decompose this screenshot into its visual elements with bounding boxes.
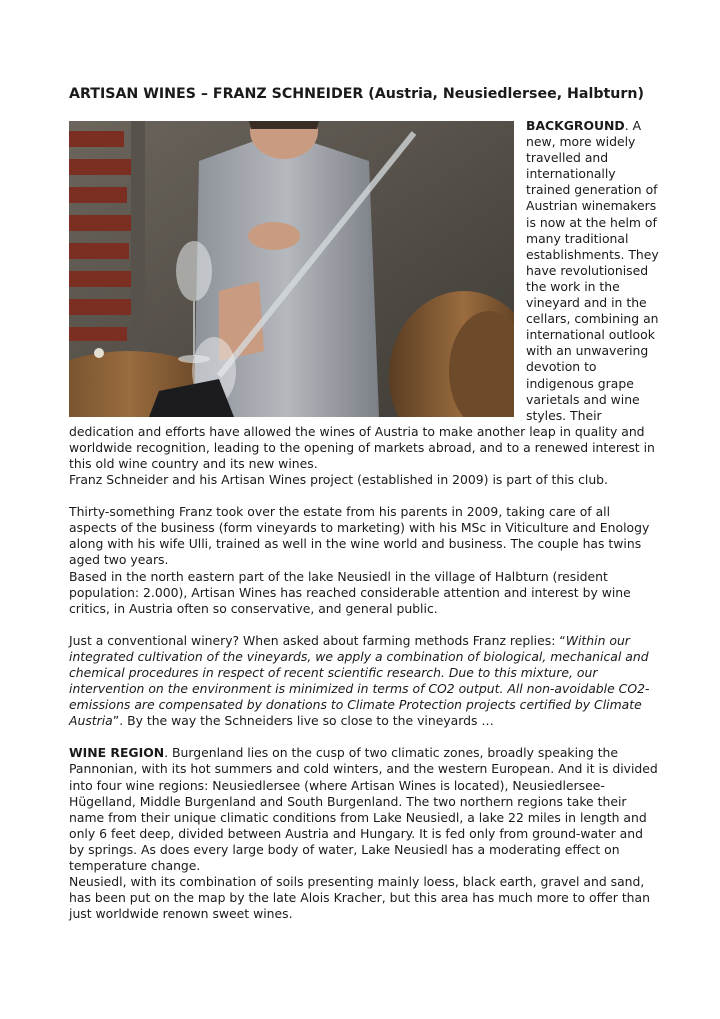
background-label: BACKGROUND	[526, 118, 625, 133]
article-body	[69, 118, 659, 922]
club-paragraph: Franz Schneider and his Artisan Wines project (established in 2009) is part of this club.	[69, 472, 608, 488]
farming-paragraph	[69, 633, 659, 730]
neusiedl-paragraph: Neusiedl, with its combination of soils presenting mainly loess, black earth, gravel and sand, has been put on the map by the late Alois Kracher, but this area has much more to offer than just worldwide renown sweet wines.	[69, 874, 650, 922]
wine-region-paragraph	[69, 745, 659, 874]
farming-intro: Just a conventional winery? When asked about farming methods Franz replies: “	[69, 632, 566, 648]
wine-region-text: . Burgenland lies on the cusp of two climatic zones, broadly speaking the Pannonian, with its hot summers and cold winters, and the western European. And it is divided into four wine regions: Neusiedlersee (where Artisan Wines is located), Neusiedlersee-Hügelland, Middle Burgenland and South Burgenland. The two northern regions take their name from their unique climatic conditions from Lake Neusiedl, a lake 22 miles in length and only 6 feet deep, divided between Austria and Hungary. It is fed only from ground-water and by springs. As does every large body of water, Lake Neusiedl has a moderating effect on temperature change.	[69, 745, 658, 874]
wine-region-label: WINE REGION	[69, 745, 165, 761]
location-paragraph: Based in the north eastern part of the lake Neusiedl in the village of Halbturn (resident population: 2.000), Artisan Wines has reached considerable attention and interest by wine critics, in Austria often so conservative, and general public.	[69, 568, 631, 616]
cellar-photo-illustration	[69, 121, 514, 417]
paragraph-gap	[69, 729, 659, 745]
paragraph-gap	[69, 617, 659, 633]
farming-outro: ”. By the way the Schneiders live so close to the vineyards …	[112, 713, 494, 729]
background-text: . A new, more widely travelled and internationally trained generation of Austrian winemakers is now at the helm of many traditional establishments. They have revolutionised the work in the vineyard and in the cellars, combining an international outlook with an unwavering devotion to indigenous grape varietals and wine styles. Their dedication and efforts have allowed the wines of Austria to make another leap in quality and worldwide recognition, leading to the opening of markets abroad, and to a renewed interest in this old wine country and its new wines.	[69, 118, 659, 471]
page-title: ARTISAN WINES – FRANZ SCHNEIDER (Austria, Neusiedlersee, Halbturn)	[69, 86, 644, 102]
estate-paragraph: Thirty-something Franz took over the estate from his parents in 2009, taking care of all aspects of the business (form vineyards to marketing) with his MSc in Viticulture and Enology along with his wife Ulli, trained as well in the wine world and business. The couple has twins aged two years.	[69, 504, 650, 568]
farming-quote: Within our integrated cultivation of the vineyards, we apply a combination of biological, mechanical and chemical procedures in respect of recent scientific research. Due to this mixture, our intervention on the environment is minimized in terms of CO2 output. All non-avoidable CO2-emissions are compensated by donations to Climate Protection projects certified by Climate Austria	[69, 632, 650, 729]
winemaker-photo	[69, 121, 514, 417]
paragraph-gap	[69, 488, 659, 504]
